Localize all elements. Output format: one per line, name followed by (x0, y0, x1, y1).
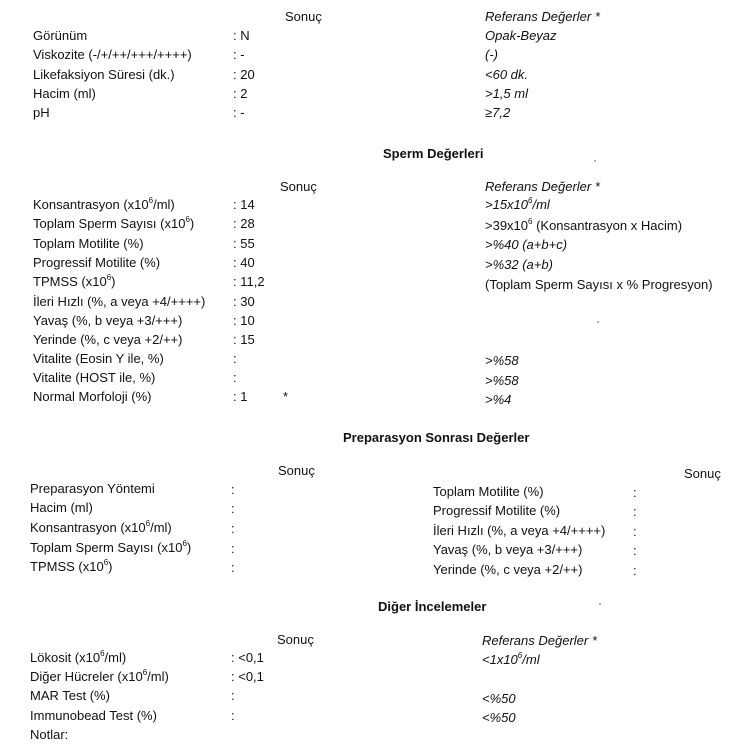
row-reference: >%58 (485, 373, 519, 388)
row-value: : (231, 482, 235, 497)
row-reference: <%50 (482, 710, 516, 725)
row-value: : <0,1 (231, 669, 264, 684)
row-reference: >%4 (485, 392, 512, 407)
row-value: : 15 (233, 332, 255, 347)
row-value: : 10 (233, 313, 255, 328)
row-value: : (231, 560, 235, 575)
row-value: : 28 (233, 216, 255, 231)
row-value: : <0,1 (231, 650, 264, 665)
row-label: Vitalite (HOST ile, %) (33, 370, 156, 385)
row-reference: <%50 (482, 691, 516, 706)
row-value: : (633, 504, 637, 519)
row-label: Immunobead Test (%) (30, 708, 157, 723)
row-label: Progressif Motilite (%) (433, 503, 561, 518)
row-label: pH (33, 105, 50, 120)
reference-column-header: Referans Değerler * (485, 9, 600, 24)
row-label: Toplam Sperm Sayısı $(x10^6)$ (30, 538, 192, 555)
row-label: Hacim (ml) (30, 500, 93, 515)
notes-label: Notlar: (30, 727, 69, 742)
row-label: Preparasyon Yöntemi (30, 481, 155, 496)
result-column-header: Sonuç (278, 463, 315, 478)
row-value: : (231, 501, 235, 516)
scan-speck (599, 603, 601, 605)
row-label: Toplam Sperm Sayısı $(x10^6)$ (33, 214, 195, 231)
row-reference: $<1x10^6/ml$ (482, 650, 540, 667)
result-column-header: Sonuç (684, 466, 721, 481)
row-value: : 14 (233, 197, 255, 212)
row-reference: >%58 (485, 353, 519, 368)
row-value: : 11,2 (233, 274, 265, 289)
result-column-header: Sonuç (277, 632, 314, 647)
row-value: : (231, 708, 235, 723)
row-label: Görünüm (33, 28, 88, 43)
row-value: : N (233, 28, 250, 43)
row-label: Hacim (ml) (33, 86, 96, 101)
row-reference: $>15x10^6/ml$ (485, 195, 550, 212)
scan-speck (597, 321, 599, 323)
row-label: TPMSS $(x10^6)$ (33, 272, 116, 289)
section-title: Diğer İncelemeler (378, 599, 487, 614)
reference-column-header: Referans Değerler * (482, 633, 597, 648)
row-label: Toplam Motilite (%) (33, 236, 144, 251)
row-label: TPMSS $(x10^6)$ (30, 557, 113, 574)
row-value: : - (233, 105, 245, 120)
result-column-header: Sonuç (280, 179, 317, 194)
row-label: Konsantrasyon $(x10^6/ml)$ (33, 195, 175, 212)
row-value: : 30 (233, 294, 255, 309)
result-column-header: Sonuç (285, 9, 322, 24)
row-label: Likefaksiyon Süresi (dk.) (33, 67, 175, 82)
scan-speck (594, 160, 596, 162)
row-label: İleri Hızlı (%, a veya +4/++++) (33, 294, 206, 309)
row-reference: >%40 (a+b+c) (485, 237, 568, 252)
row-value: : 20 (233, 67, 255, 82)
row-label: Normal Morfoloji (%) (33, 389, 152, 404)
row-value: : (231, 688, 235, 703)
row-reference: <60 dk. (485, 67, 529, 82)
section-title: Sperm Değerleri (383, 146, 484, 161)
row-label: Yerinde (%, c veya +2/++) (433, 562, 583, 577)
section-title: Preparasyon Sonrası Değerler (343, 430, 530, 445)
row-label: Yavaş (%, b veya +3/+++) (33, 313, 183, 328)
row-value: : (231, 541, 235, 556)
row-value: : (633, 485, 637, 500)
row-label: Yavaş (%, b veya +3/+++) (433, 542, 583, 557)
row-label: Progressif Motilite (%) (33, 255, 161, 270)
row-reference: (Toplam Sperm Sayısı x % Progresyon) (485, 277, 713, 292)
row-value: : (231, 521, 235, 536)
row-label: MAR Test (%) (30, 688, 110, 703)
row-value: : - (233, 47, 245, 62)
row-value: : (233, 351, 237, 366)
abnormal-flag: * (283, 389, 289, 404)
row-label: Vitalite (Eosin Y ile, %) (33, 351, 164, 366)
row-label: Lökosit $(x10^6/ml)$ (30, 648, 127, 665)
row-value: : 1 (233, 389, 248, 404)
row-value: : (633, 524, 637, 539)
row-label: Viskozite (-/+/++/+++/++++) (33, 47, 192, 62)
row-reference: ≥7,2 (485, 105, 511, 120)
row-value: : 2 (233, 86, 248, 101)
row-label: Diğer Hücreler $(x10^6/ml)$ (30, 667, 169, 684)
row-reference: $>39x10^6$ (Konsantrasyon x Hacim) (485, 216, 683, 233)
row-reference: Opak-Beyaz (485, 28, 557, 43)
row-value: : (633, 543, 637, 558)
row-reference: >%32 (a+b) (485, 257, 553, 272)
row-reference: (-) (485, 47, 498, 62)
row-value: : (633, 563, 637, 578)
row-value: : 40 (233, 255, 255, 270)
row-reference: >1,5 ml (485, 86, 528, 101)
row-value: : 55 (233, 236, 255, 251)
reference-column-header: Referans Değerler * (485, 179, 600, 194)
row-label: Konsantrasyon $(x10^6/ml)$ (30, 518, 172, 535)
row-label: İleri Hızlı (%, a veya +4/++++) (433, 523, 606, 538)
row-value: : (233, 370, 237, 385)
row-label: Toplam Motilite (%) (433, 484, 544, 499)
row-label: Yerinde (%, c veya +2/++) (33, 332, 183, 347)
